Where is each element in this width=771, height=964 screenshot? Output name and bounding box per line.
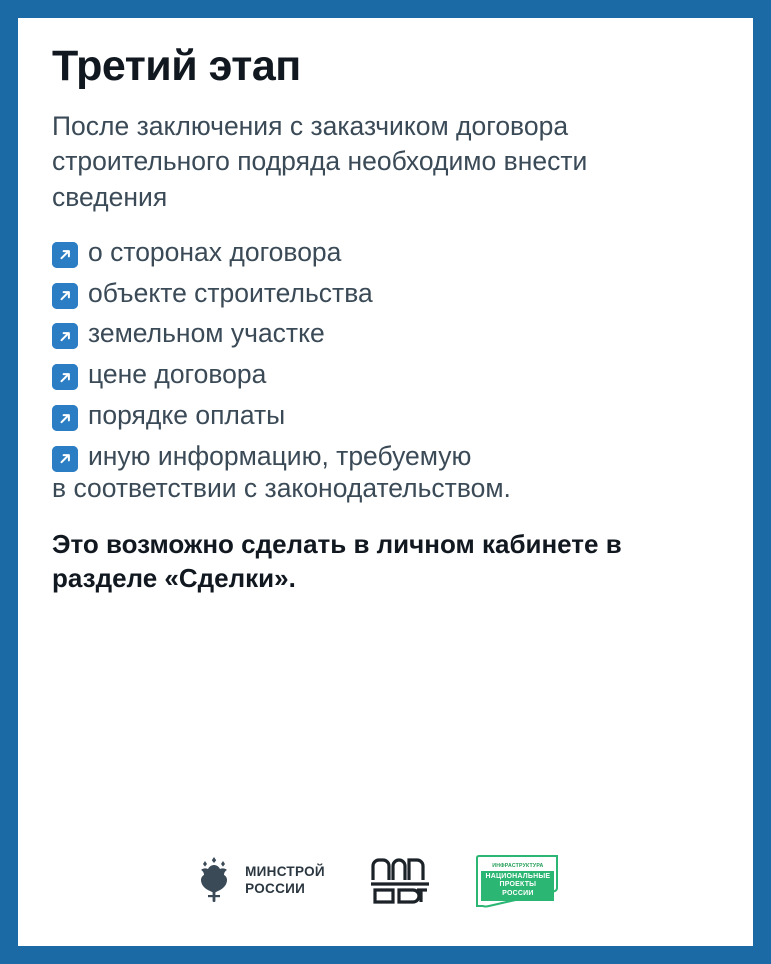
intro-paragraph: После заключения с заказчиком договора строительного подряда необходимо внести сведения (52, 111, 588, 212)
list-item (52, 318, 719, 350)
poster-card (18, 18, 753, 946)
arrow-up-right-icon (52, 364, 78, 390)
list-item-label: иную информацию, требуемую (88, 440, 472, 471)
np-line2: НАЦИОНАЛЬНЫЕ (485, 873, 551, 881)
list-item-label: земельном участке (88, 318, 325, 349)
np-badge (481, 871, 554, 901)
list-item (52, 237, 719, 269)
list-item-label: о сторонах договора (88, 236, 342, 267)
arrow-up-right-icon (52, 242, 78, 268)
national-projects-label (481, 863, 555, 901)
national-projects-logo-icon (475, 854, 559, 908)
list-item (52, 278, 719, 310)
bullet-list (52, 237, 719, 505)
np-line1: ИНФРАСТРУКТУРА (492, 863, 544, 869)
list-item-label-group (52, 440, 511, 505)
list-item (52, 400, 719, 432)
list-item (52, 441, 719, 505)
poster-content (18, 18, 753, 595)
russian-coat-of-arms-icon (192, 855, 236, 907)
arrow-up-right-icon (52, 405, 78, 431)
minstroy-label (245, 864, 325, 898)
minstroy-logo (192, 855, 325, 907)
np-line4: РОССИИ (502, 889, 534, 897)
arrow-up-right-icon (52, 446, 78, 472)
minstroy-line1: МИНСТРОЙ (245, 864, 325, 880)
list-item-label: цене договора (88, 359, 267, 390)
footer-logos (18, 854, 753, 908)
arrow-up-right-icon (52, 283, 78, 309)
arrow-up-right-icon (52, 323, 78, 349)
list-item-label: объекте строительства (88, 277, 373, 308)
np-line3: ПРОЕКТЫ (499, 881, 537, 889)
domrf-logo-icon (369, 856, 431, 906)
list-item-label: порядке оплаты (88, 400, 286, 431)
list-item (52, 359, 719, 391)
page-title: Третий этап (52, 42, 301, 90)
minstroy-line2: РОССИИ (245, 881, 306, 896)
list-item-label-continuation: в соответствии с законодательством. (52, 472, 511, 503)
closing-paragraph: Это возможно сделать в личном кабинете в разделе «Сделки». (52, 529, 622, 593)
